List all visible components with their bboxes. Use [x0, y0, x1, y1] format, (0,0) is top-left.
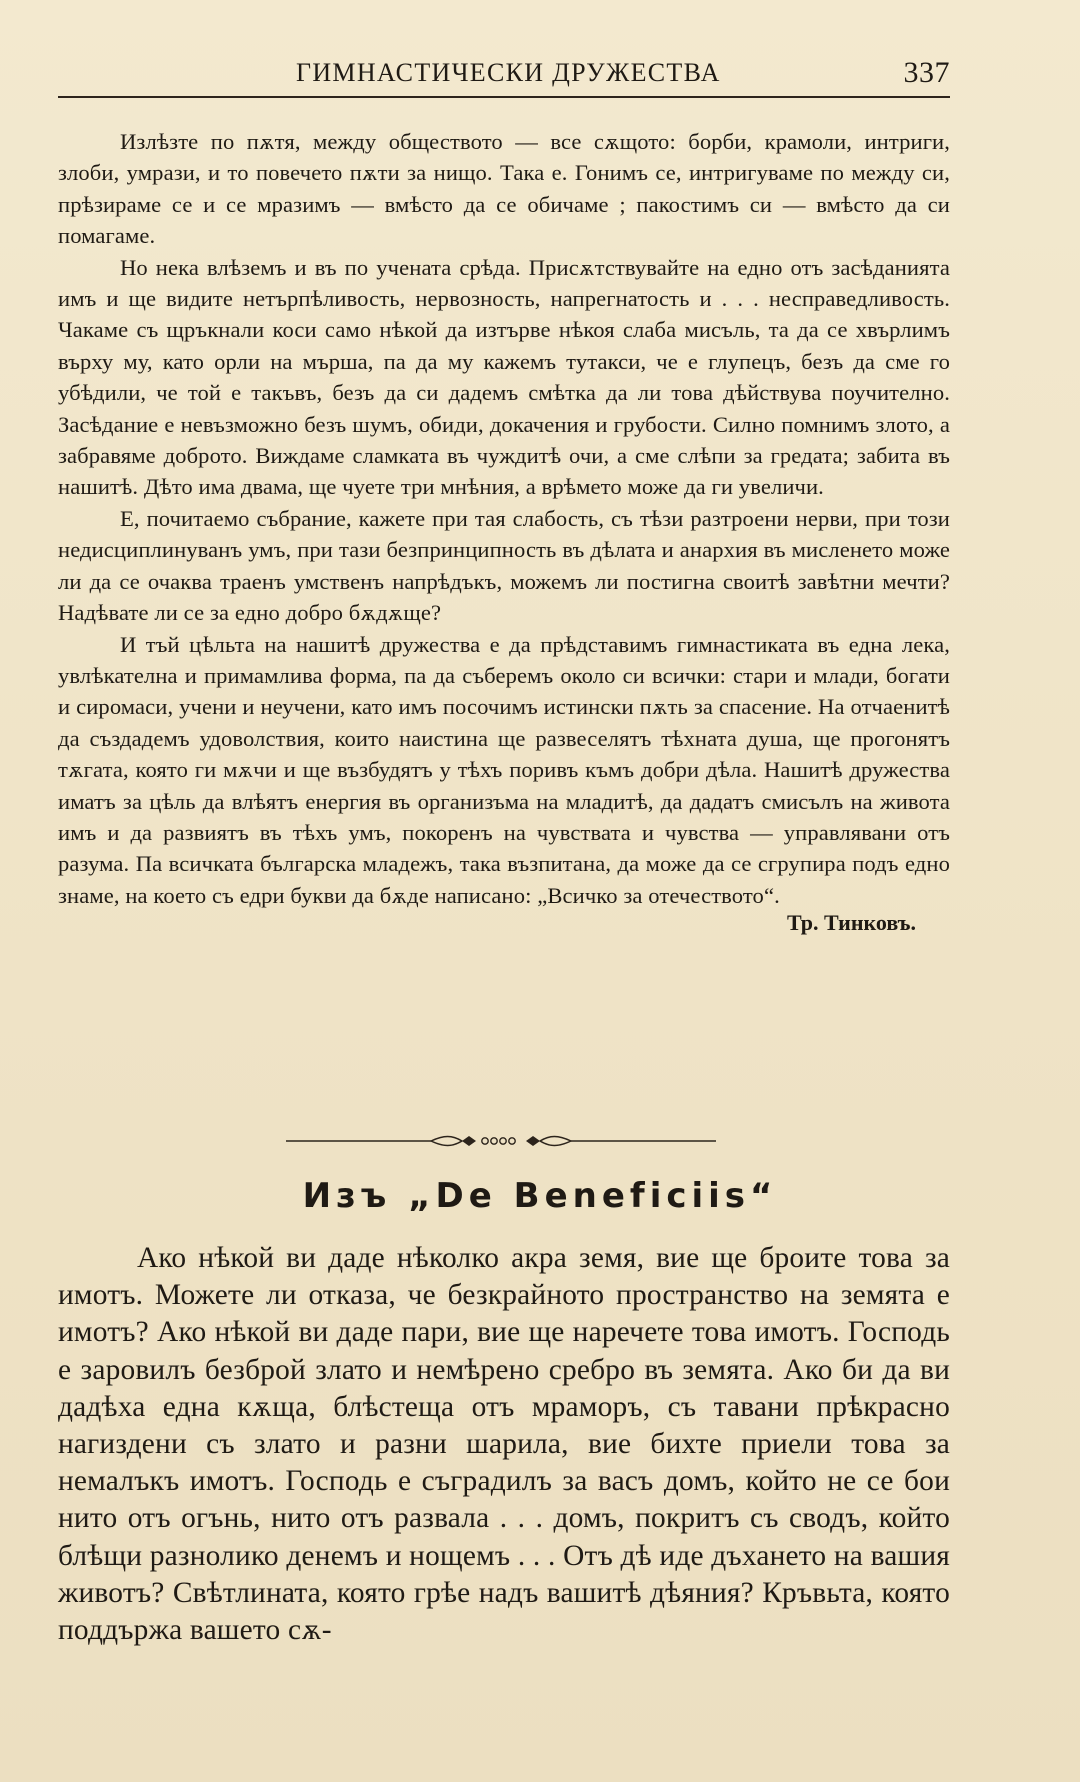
article-de-beneficiis — [58, 1240, 950, 1649]
paragraph: Но нека влѣземъ и въ по учената срѣда. Присѫтствувайте на едно отъ засѣданията имъ и ще видите нетърпѣливость, нервозность, напрегнатость и . . . несправедливость. Чакаме съ щръкнали коси само нѣкой да изтърве нѣкоя слаба мисъль, та да се хвърлимъ върху му, като орли на мърша, па да му кажемъ тутакси, че е глупецъ, безъ да сме го убѣдили, че той е такъвъ, безъ да си дадемъ смѣтка да ли това дѣйствува поучително. Засѣдание е невъзможно безъ шумъ, обиди, докачения и грубости. Силно помнимъ злото, а забравяме доброто. Виждаме сламката въ чуждитѣ очи, а сме слѣпи за гредата; забита въ нашитѣ. Дѣто има двама, ще чуете три мнѣния, а врѣмето може да ги увеличи. — [58, 254, 950, 500]
ornament-divider-icon — [286, 1129, 716, 1153]
article-title: Изъ „De Beneficiis“ — [302, 1176, 778, 1216]
page-number: 337 — [903, 56, 950, 89]
header-rule — [58, 96, 950, 98]
paragraph: Ако нѣкой ви даде нѣколко акра земя, вие ще броите това за имотъ. Можете ли отказа, че безкрайното пространство на земята е имотъ? Ако нѣкой ви даде пари, вие ще наречете това имотъ. Господь е заровилъ безброй злато и немѣрено сребро въ земята. Ако би да ви дадѣха една кѫща, блѣстеща отъ мраморъ, съ тавани прѣкрасно нагиздени съ злато и разни шарила, вие бихте приели това за немалъкъ имотъ. Господь е съградилъ за васъ домъ, който не се бои нито отъ огънь, нито отъ развала . . . домъ, покритъ съ сводъ, който блѣщи разнолико денемъ и нощемъ . . . Отъ дѣ иде дъхането на вашия животъ? Свѣтлината, която грѣе надъ вашитѣ дѣяния? Кръвьта, която поддържа вашето сѫ- — [58, 1242, 950, 1647]
author-signature: Тр. Тинковъ. — [786, 910, 916, 936]
paragraph: Е, почитаемо събрание, кажете при тая слабость, съ тѣзи разтроени нерви, при този недисциплинуванъ умъ, при тази безпринципность въ дѣлата и анархия въ мисленето може ли да се очаква траенъ умственъ напрѣдъкъ, можемъ ли постигна своитѣ завѣтни мечти? Надѣвате ли се за едно добро бѫдѫще? — [58, 505, 950, 626]
article-gymnastic-societies — [58, 126, 950, 936]
page-header — [58, 56, 950, 96]
paragraph: И тъй цѣльта на нашитѣ дружества е да прѣдставимъ гимнастиката въ една лека, увлѣкателна и примамлива форма, па да съберемъ около си всички: стари и млади, богати и сиромаси, учени и неучени, като имъ посочимъ истински пѫть за спасение. На отчаенитѣ да създадемъ удоволствия, които наистина ще развеселятъ тѣхната душа, ще прогонятъ тѫгата, която ги мѫчи и ще възбудятъ у тѣхъ поривъ къмъ добри дѣла. Нашитѣ дружества иматъ за цѣль да влѣятъ енергия въ организъма на младитѣ, да дадатъ смисълъ на живота имъ и да развиятъ въ тѣхъ умъ, покоренъ на чувствата и чувства — управлявани отъ разума. Па всичката българска младежъ, така възпитана, да може да се сгрупира подъ едно знаме, на което съ едри букви да бѫде написано: „Всичко за отечеството“. — [58, 631, 950, 908]
running-header-title: ГИМНАСТИЧЕСКИ ДРУЖЕСТВА — [296, 58, 721, 87]
paragraph: Излѣзте по пѫтя, между обществото — все сѫщото: борби, крамоли, интриги, злоби, умрази, и то повечето пѫти за нищо. Така е. Гонимъ се, интригуваме по между си, прѣзираме се и се мразимъ — вмѣсто да се обичаме ; пакостимъ си — вмѣсто да си помагаме. — [58, 129, 950, 249]
ornamental-divider — [286, 1129, 716, 1153]
